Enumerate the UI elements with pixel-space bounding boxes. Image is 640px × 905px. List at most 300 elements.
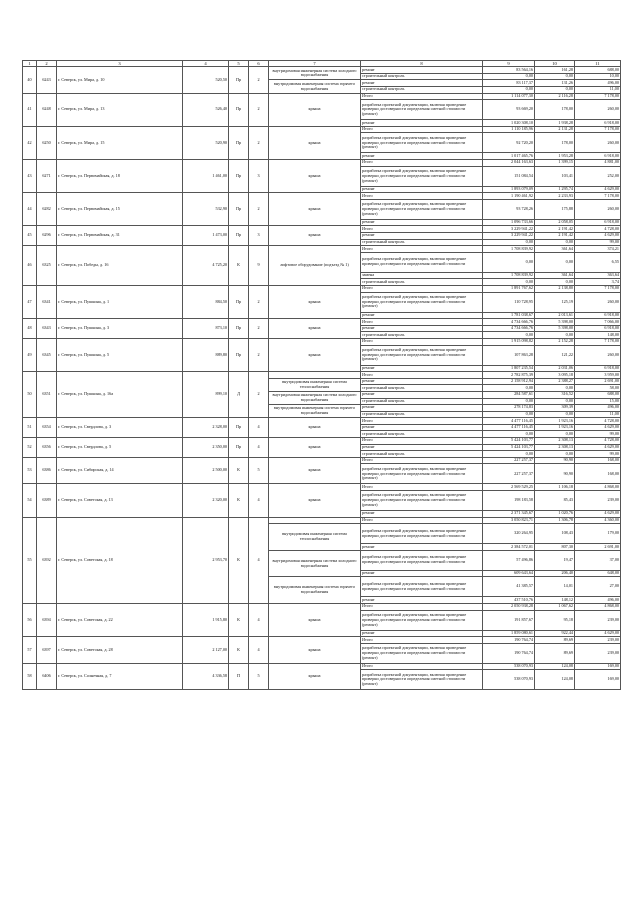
house-area: 526,40 [183,93,229,126]
work-detail: строительный контроль [361,239,483,246]
work-type: крыша [269,319,361,339]
cost-total: 5 424 103,77 [483,438,535,445]
table-row [23,338,621,345]
house-id: 6406 [37,663,57,690]
house-area: 2 500,00 [183,457,229,484]
work-detail: ремонт [361,424,483,431]
cost-total: 320 264,95 [483,524,535,544]
cost-total: 1 114 077,30 [483,93,535,100]
work-detail: разработка проектной документации, включая проведение проверки достоверности определения сметной стоимости (ремонт) [361,643,483,663]
wall-material: Пр [229,418,249,438]
cost-per-sqm: 19,47 [535,550,575,570]
cost-total: 83 564,16 [483,67,535,74]
cost-per-sqm: 108,43 [535,524,575,544]
wall-material: Пр [229,93,249,126]
cost-limit: 6 918,00 [575,219,621,226]
cost-total: 1 781 038,67 [483,312,535,319]
cost-total: 1 893 079,09 [483,186,535,193]
cost-total: 0,00 [483,431,535,438]
cost-per-sqm: 1 306,78 [535,517,575,524]
cost-total: 1 891 767,62 [483,285,535,292]
cost-limit: 169,00 [575,670,621,690]
cost-total: 227 257,37 [483,464,535,484]
work-type: крыша [269,637,361,664]
cost-per-sqm: 206,40 [535,570,575,577]
cost-limit: 148,00 [575,332,621,339]
work-detail: разработка проектной документации, включая проведение проверки достоверности определения сметной стоимости (ремонт) [361,491,483,511]
cost-total: 0,00 [483,252,535,272]
cost-per-sqm: 361,64 [535,272,575,279]
floor-count: 2 [249,372,269,418]
cost-total: 437 510,76 [483,597,535,604]
table-body [23,61,621,690]
cost-limit: 4 728,00 [575,438,621,445]
cost-total: 191 857,67 [483,610,535,630]
work-detail: разработка проектной документации, включая проведение проверки достоверности определения сметной стоимости [361,550,483,570]
cost-per-sqm: 0,00 [535,73,575,80]
cost-per-sqm: 0,00 [535,431,575,438]
work-detail: ремонт [361,544,483,551]
cost-limit: 11,00 [575,411,621,418]
cost-limit: 496,00 [575,80,621,87]
house-address: г. Северск, ул. Пушкина, д. 1 [57,285,183,318]
table-row [23,637,621,644]
work-detail: Итого [361,93,483,100]
cost-limit: 2 691,00 [575,544,621,551]
work-detail: ремонт [361,67,483,74]
cost-total: 0,00 [483,411,535,418]
wall-material: Пр [229,438,249,458]
work-detail: Итого [361,160,483,167]
cost-total: 4 477 116,45 [483,418,535,425]
house-area: 1 473,00 [183,226,229,246]
cost-total: 1 915 098,82 [483,338,535,345]
cost-total: 190 764,74 [483,637,535,644]
cost-total: 0,00 [483,279,535,286]
wall-material: Пр [229,319,249,339]
work-detail: разработка проектной документации, включая проведение проверки достоверности определения сметной стоимости (ремонт) [361,199,483,219]
work-detail: ремонт [361,365,483,372]
work-detail: строительный контроль [361,279,483,286]
floor-count: 2 [249,93,269,126]
floor-count: 4 [249,438,269,458]
floor-count: 9 [249,246,269,286]
cost-total: 0,00 [483,87,535,94]
house-address: г. Северск, ул. Первомайская, д. 15 [57,193,183,226]
cost-per-sqm: 0,00 [535,332,575,339]
row-number: 43 [23,160,37,193]
work-detail: разработка проектной документации, включая проведение проверки достоверности определения сметной стоимости (ремонт) [361,166,483,186]
column-header: 7 [269,61,361,67]
work-detail: строительный контроль [361,398,483,405]
cost-per-sqm: 0,00 [535,451,575,458]
house-area: 2 127,00 [183,637,229,664]
cost-total: 0,00 [483,239,535,246]
table-row [23,160,621,167]
house-area: 2 320,00 [183,484,229,517]
cost-per-sqm: 1 938,28 [535,120,575,127]
table-row [23,93,621,100]
cost-per-sqm: 178,00 [535,133,575,153]
cost-per-sqm: 131,26 [535,80,575,87]
cost-limit: 6 918,00 [575,325,621,332]
cost-total: 3 229 941,22 [483,233,535,240]
row-number: 53 [23,457,37,484]
cost-limit: 4 868,00 [575,484,621,491]
table-row [23,418,621,425]
work-type: крыша [269,93,361,126]
house-address: г. Северск, ул. Советская, д. 13 [57,484,183,517]
house-id: 6282 [37,193,57,226]
cost-total: 1 190 461,92 [483,193,535,200]
floor-count: 4 [249,418,269,438]
work-detail: ремонт [361,325,483,332]
house-area: 2 953,70 [183,517,229,603]
cost-per-sqm: 2 058,05 [535,219,575,226]
cost-total: 190 764,74 [483,643,535,663]
work-type: лифтовое оборудование (подъезд № 1) [269,246,361,286]
cost-per-sqm: 1 953,28 [535,153,575,160]
wall-material: Пр [229,67,249,93]
wall-material: К [229,246,249,286]
cost-total: 93 669,20 [483,100,535,120]
floor-count: 3 [249,160,269,193]
cost-limit: 239,00 [575,643,621,663]
house-address: г. Северск, ул. Победы, д. 16 [57,246,183,286]
cost-limit: 6 918,00 [575,365,621,372]
work-type: внутридомовая инженерная система горячего водоснабжения [269,405,361,418]
cost-limit: 6 918,00 [575,312,621,319]
row-number: 44 [23,193,37,226]
work-detail: ремонт [361,153,483,160]
cost-per-sqm: 161,28 [535,67,575,74]
house-address: г. Северск, ул. Солнечная, д. 7 [57,663,183,690]
cost-total: 110 728,95 [483,292,535,312]
work-detail: разработка проектной документации, включая проведение проверки достоверности определения сметной стоимости (ремонт) [361,464,483,484]
work-type: крыша [269,457,361,484]
cost-per-sqm: 2 013,61 [535,312,575,319]
row-number: 52 [23,438,37,458]
cost-per-sqm: 0,00 [535,87,575,94]
work-detail: строительный контроль [361,332,483,339]
cost-total: 1 110 185,96 [483,126,535,133]
cost-per-sqm: 2 191,42 [535,226,575,233]
cost-total: 83 117,37 [483,80,535,87]
house-area: 899,10 [183,372,229,418]
work-detail: Итого [361,484,483,491]
work-type: крыша [269,338,361,371]
work-type [269,517,361,524]
cost-limit: 363,64 [575,272,621,279]
cost-limit: 648,00 [575,570,621,577]
row-number: 57 [23,637,37,664]
cost-limit: 252,00 [575,166,621,186]
wall-material: К [229,604,249,637]
cost-total: 2 158 912,94 [483,378,535,385]
column-header: 2 [37,61,57,67]
cost-limit: 374,21 [575,246,621,253]
cost-limit: 496,00 [575,405,621,412]
work-detail: ремонт [361,405,483,412]
cost-total: 93 728,26 [483,199,535,219]
work-type: крыша [269,160,361,193]
work-type: крыша [269,126,361,159]
cost-per-sqm: 2 138,80 [535,285,575,292]
cost-limit: 179,00 [575,524,621,544]
cost-limit: 37,00 [575,550,621,570]
cost-limit: 260,00 [575,199,621,219]
cost-limit: 4 629,00 [575,630,621,637]
table-row [23,372,621,379]
cost-limit: 7 178,00 [575,126,621,133]
work-detail: ремонт [361,378,483,385]
house-area: 1 461,00 [183,160,229,193]
table-row [23,67,621,74]
house-address: г. Северск, ул. Пушкина, д. 5 [57,338,183,371]
cost-limit: 169,00 [575,663,621,670]
work-detail: строительный контроль [361,451,483,458]
cost-per-sqm: 148,12 [535,597,575,604]
column-header: 10 [535,61,575,67]
wall-material: К [229,484,249,517]
cost-limit: 58,00 [575,385,621,392]
cost-per-sqm: 0,00 [535,239,575,246]
house-area: 532,90 [183,193,229,226]
floor-count: 5 [249,663,269,690]
work-detail: ремонт [361,444,483,451]
cost-total: 2 782 875,39 [483,372,535,379]
work-detail: замена [361,272,483,279]
work-type: крыша [269,226,361,246]
house-address: г. Северск, ул. Советская, д. 28 [57,637,183,664]
cost-per-sqm: 0,00 [535,411,575,418]
house-address: г. Северск, ул. Свердлова, д. 3 [57,418,183,438]
house-address: г. Северск, ул. Первомайская, д. 18 [57,160,183,193]
cost-limit: 6 918,00 [575,120,621,127]
work-detail: Итого [361,663,483,670]
work-detail: Итого [361,457,483,464]
cost-limit: 4 629,00 [575,444,621,451]
floor-count: 5 [249,457,269,484]
cost-limit: 7 178,00 [575,338,621,345]
cost-per-sqm: 85,43 [535,491,575,511]
cost-limit: 4 629,00 [575,233,621,240]
house-area: 520,50 [183,67,229,93]
work-detail: разработка проектной документации, включая проведение проверки достоверности определения сметной стоимости (ремонт) [361,292,483,312]
work-type: крыша [269,604,361,637]
house-id: 6351 [37,372,57,418]
house-address: г. Северск, ул. Пушкина, д. 3 [57,319,183,339]
row-number: 54 [23,484,37,517]
floor-count: 4 [249,637,269,664]
cost-total: 5 424 103,77 [483,444,535,451]
column-header: 3 [57,61,183,67]
work-type: внутридомовая инженерная система горячего водоснабжения [269,577,361,604]
cost-total: 3 229 941,22 [483,226,535,233]
floor-count: 2 [249,67,269,93]
cost-per-sqm: 89,69 [535,643,575,663]
cost-per-sqm: 2 152,28 [535,338,575,345]
house-area: 1 915,80 [183,604,229,637]
house-area: 2 328,00 [183,418,229,438]
house-address: г. Северск, ул. Свердлова, д. 5 [57,438,183,458]
cost-total: 1 807 235,54 [483,365,535,372]
work-type: внутридомовая инженерная система горячего водоснабжения [269,80,361,93]
cost-limit: 99,00 [575,239,621,246]
work-detail: строительный контроль [361,73,483,80]
cost-limit: 10,00 [575,73,621,80]
house-area: 889,80 [183,338,229,371]
row-number: 49 [23,338,37,371]
table-row [23,226,621,233]
cost-limit: 2 691,00 [575,378,621,385]
cost-limit: 688,00 [575,391,621,398]
cost-limit: 6,55 [575,252,621,272]
house-area: 4 725,20 [183,246,229,286]
work-detail: ремонт [361,219,483,226]
cost-total: 284 587,61 [483,391,535,398]
cost-total: 41 385,57 [483,577,535,597]
cost-limit: 4 629,00 [575,424,621,431]
house-address: г. Северск, ул. Мира, д. 13 [57,93,183,126]
work-detail: Итого [361,338,483,345]
work-type [269,372,361,379]
cost-limit: 168,00 [575,457,621,464]
work-detail: строительный контроль [361,411,483,418]
cost-per-sqm: 0,00 [535,385,575,392]
cost-per-sqm: 90,90 [535,464,575,484]
cost-per-sqm: 89,69 [535,637,575,644]
work-detail: ремонт [361,233,483,240]
cost-total: 151 084,54 [483,166,535,186]
cost-per-sqm: 2 308,13 [535,438,575,445]
house-area: 4 336,58 [183,663,229,690]
house-id: 6271 [37,160,57,193]
row-number: 50 [23,372,37,418]
house-id: 6389 [37,484,57,517]
work-type: внутридомовая инженерная система холодного водоснабжения [269,550,361,577]
table-row [23,517,621,524]
wall-material: Пр [229,126,249,159]
cost-per-sqm: 0,00 [535,279,575,286]
house-id: 6250 [37,126,57,159]
cost-total: 278 174,83 [483,405,535,412]
column-header: 9 [483,61,535,67]
cost-per-sqm: 103,41 [535,166,575,186]
floor-count: 2 [249,319,269,339]
table-row [23,604,621,611]
wall-material: Пр [229,226,249,246]
cost-total: 4 477 116,45 [483,424,535,431]
cost-total: 1 708 839,92 [483,272,535,279]
cost-total: 227 257,37 [483,457,535,464]
cost-total: 2 044 163,63 [483,160,535,167]
row-number: 56 [23,604,37,637]
column-header: 1 [23,61,37,67]
wall-material: Пр [229,193,249,226]
cost-limit: 239,00 [575,610,621,630]
wall-material: Пр [229,285,249,318]
house-address: г. Северск, ул. Сибирская, д. 14 [57,457,183,484]
cost-total: 1 017 465,76 [483,153,535,160]
row-number: 48 [23,319,37,339]
cost-per-sqm: 1 106,18 [535,484,575,491]
house-id: 6392 [37,517,57,603]
floor-count: 4 [249,604,269,637]
house-id: 6394 [37,604,57,637]
cost-per-sqm: 2 233,93 [535,193,575,200]
house-area: 884,50 [183,285,229,318]
row-number: 58 [23,663,37,690]
cost-per-sqm: 1 295,74 [535,186,575,193]
table-row [23,285,621,292]
cost-total: 1 859 080,61 [483,630,535,637]
column-header: 11 [575,61,621,67]
cost-per-sqm: 309,39 [535,405,575,412]
table-row [23,246,621,253]
work-detail: ремонт [361,80,483,87]
work-detail: строительный контроль [361,431,483,438]
cost-limit: 168,00 [575,464,621,484]
house-address: г. Северск, ул. Мира, д. 10 [57,67,183,93]
work-type: внутридомовая инженерная система теплоснабжения [269,524,361,551]
work-detail: ремонт [361,186,483,193]
work-detail: ремонт [361,511,483,518]
cost-per-sqm: 1 399,15 [535,160,575,167]
work-detail: ремонт [361,570,483,577]
work-type: крыша [269,438,361,458]
cost-total: 2 384 572,01 [483,544,535,551]
table-row [23,457,621,464]
cost-per-sqm: 175,88 [535,199,575,219]
cost-total: 57 496,86 [483,550,535,570]
wall-material: Пр [229,338,249,371]
cost-total: 1 708 839,92 [483,246,535,253]
table-row [23,319,621,326]
cost-limit: 4 629,00 [575,511,621,518]
cost-limit: 4 881,00 [575,160,621,167]
work-detail: строительный контроль [361,385,483,392]
work-detail: разработка проектной документации, включая проведение проверки достоверности определения сметной стоимости (ремонт) [361,133,483,153]
cost-per-sqm: 1 923,16 [535,424,575,431]
cost-total: 107 863,28 [483,345,535,365]
floor-count: 3 [249,226,269,246]
work-detail: Итого [361,604,483,611]
column-header: 4 [183,61,229,67]
work-detail: разработка проектной документации, включая проведение проверки достоверности определения сметной стоимости [361,524,483,544]
cost-total: 2 050 938,28 [483,604,535,611]
wall-material: Д [229,372,249,418]
cost-per-sqm: 124,08 [535,670,575,690]
column-header: 5 [229,61,249,67]
house-id: 6343 [37,319,57,339]
cost-per-sqm: 90,90 [535,457,575,464]
house-id: 6248 [37,93,57,126]
cost-limit: 260,00 [575,292,621,312]
house-id: 6296 [37,226,57,246]
cost-total: 4 734 666,76 [483,325,535,332]
cost-total: 198 183,58 [483,491,535,511]
cost-limit: 99,00 [575,431,621,438]
cost-total: 538 070,93 [483,663,535,670]
work-detail: Итого [361,637,483,644]
work-detail: ремонт [361,597,483,604]
house-address: г. Северск, ул. Советская, д. 18 [57,517,183,603]
cost-per-sqm: 1 067,62 [535,604,575,611]
cost-limit: 99,00 [575,451,621,458]
cost-per-sqm: 2 116,28 [535,93,575,100]
cost-per-sqm: 0,00 [535,252,575,272]
